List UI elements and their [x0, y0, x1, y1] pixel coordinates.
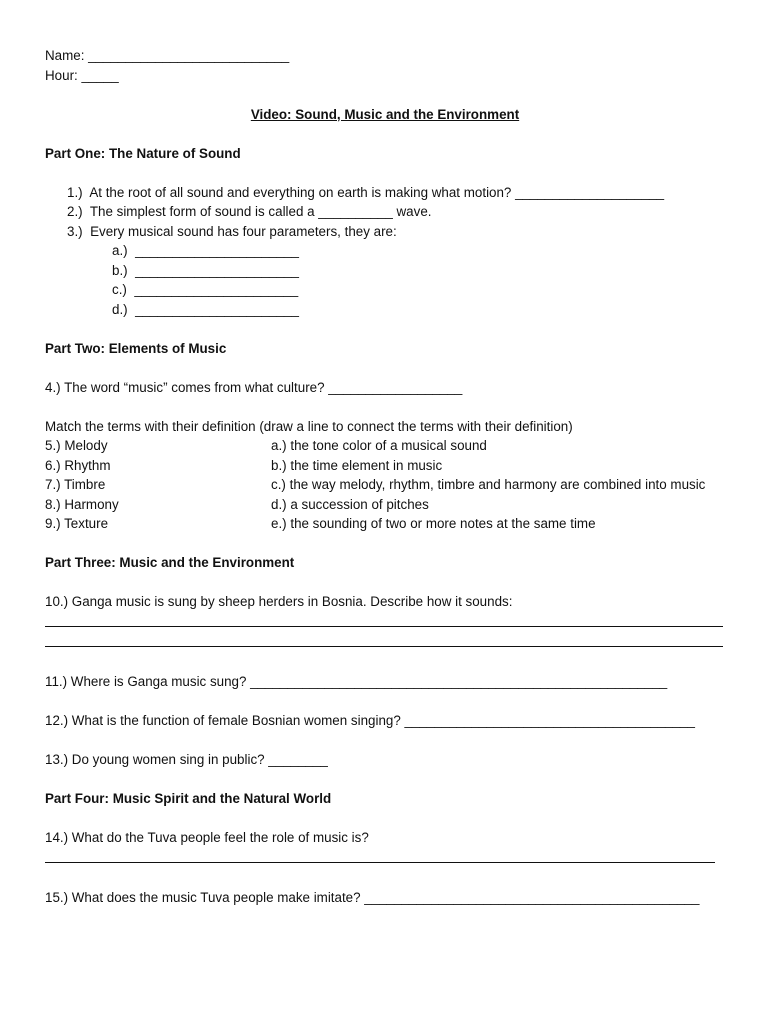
question-15[interactable]: 15.) What does the music Tuva people make imitate? _____________________________________________: [45, 889, 700, 905]
question-13[interactable]: 13.) Do young women sing in public? ________: [45, 752, 328, 767]
parameter-d[interactable]: d.) ______________________: [112, 301, 299, 317]
match-row: [45, 475, 735, 495]
match-instructions: Match the terms with their definition (draw a line to connect the terms with their definition): [45, 418, 573, 434]
part-two-heading: Part Two: Elements of Music: [45, 340, 227, 356]
name-field[interactable]: Name: ___________________________: [45, 48, 290, 63]
term-rhythm[interactable]: 6.) Rhythm: [45, 457, 111, 473]
parameter-a[interactable]: a.) ______________________: [112, 243, 299, 258]
parameter-c[interactable]: c.) ______________________: [112, 282, 299, 297]
question-14: 14.) What do the Tuva people feel the role of music is?: [45, 830, 369, 845]
part-one-heading: Part One: The Nature of Sound: [45, 145, 241, 161]
definition-e[interactable]: e.) the sounding of two or more notes at the same time: [271, 516, 596, 531]
term-timbre[interactable]: 7.) Timbre: [45, 477, 106, 492]
term-harmony[interactable]: 8.) Harmony: [45, 496, 119, 512]
question-11[interactable]: 11.) Where is Ganga music sung? ________________________________________________________: [45, 674, 668, 689]
parameter-b[interactable]: b.) ______________________: [112, 262, 299, 278]
document-title: Video: Sound, Music and the Environment: [250, 106, 520, 122]
definition-c[interactable]: c.) the way melody, rhythm, timbre and harmony are combined into music: [271, 477, 706, 492]
answer-line-10a[interactable]: [45, 612, 723, 627]
match-row: [45, 456, 735, 476]
question-12[interactable]: 12.) What is the function of female Bosnian women singing? _______________________________________: [45, 713, 695, 728]
question-3: 3.) Every musical sound has four parameters, they are:: [67, 223, 397, 239]
definition-a[interactable]: a.) the tone color of a musical sound: [271, 438, 487, 453]
part-one-questions: [45, 183, 735, 242]
definition-d[interactable]: d.) a succession of pitches: [271, 496, 429, 512]
match-row: [45, 514, 735, 534]
question-10: 10.) Ganga music is sung by sheep herders in Bosnia. Describe how it sounds:: [45, 594, 513, 609]
term-melody[interactable]: 5.) Melody: [45, 438, 108, 453]
answer-line-10b[interactable]: [45, 632, 723, 647]
question-4[interactable]: 4.) The word “music” comes from what culture? __________________: [45, 379, 463, 395]
match-row: [45, 495, 735, 515]
definition-b[interactable]: b.) the time element in music: [271, 457, 443, 473]
hour-field[interactable]: Hour: _____: [45, 67, 119, 83]
part-four-heading: Part Four: Music Spirit and the Natural World: [45, 791, 332, 806]
part-three-heading: Part Three: Music and the Environment: [45, 555, 295, 570]
match-table: [45, 436, 735, 534]
answer-line-14[interactable]: [45, 848, 715, 863]
worksheet-page: [45, 46, 735, 907]
match-row: [45, 436, 735, 456]
question-2[interactable]: 2.) The simplest form of sound is called a __________ wave.: [67, 204, 432, 219]
sound-parameters-list: [45, 241, 735, 319]
question-1[interactable]: 1.) At the root of all sound and everything on earth is making what motion? ____________________: [67, 184, 665, 200]
term-texture[interactable]: 9.) Texture: [45, 516, 109, 531]
